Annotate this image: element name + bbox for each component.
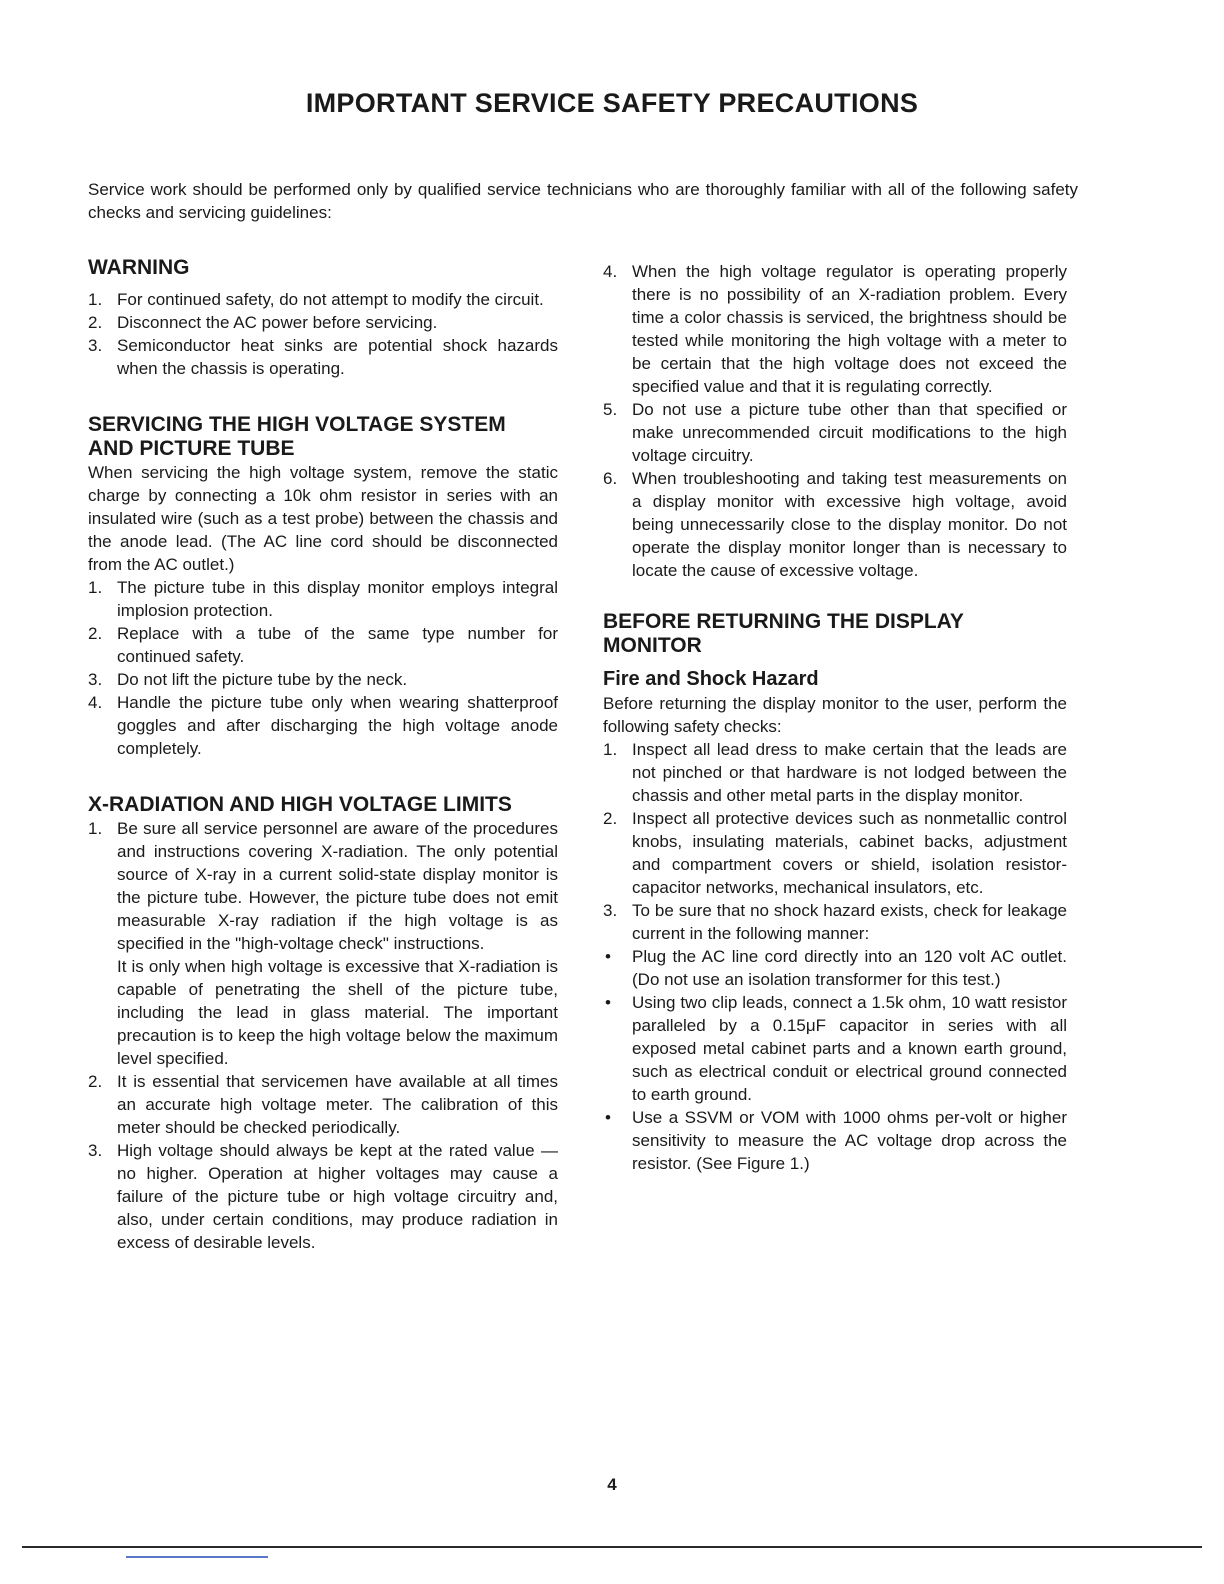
list-item: 2. It is essential that servicemen have available at all times an accurate high voltage meter. The calibration of this meter should be checked periodically. (88, 1072, 558, 1137)
bottom-accent-rule (126, 1556, 268, 1558)
list-item: 2. Replace with a tube of the same type number for continued safety. (88, 624, 558, 666)
list-item: 1. Be sure all service personnel are aware of the procedures and instructions covering X-radiation. The only potential source of X-ray in a current solid-state display monitor is the picture tube. However, the picture tube does not emit measurable X-ray radiation if the high voltage is as specified in the "high-voltage check" instructions. It is only when high voltage is excessive that X-radiation is capable of penetrating the shell of the picture tube, including the lead in glass material. The important precaution is to keep the high voltage below the maximum level specified. (88, 819, 558, 1068)
page-title: IMPORTANT SERVICE SAFETY PRECAUTIONS (305, 88, 919, 118)
list-item: • Use a SSVM or VOM with 1000 ohms per-volt or higher sensitivity to measure the AC voltage drop across the resistor. (See Figure 1.) (605, 1108, 1067, 1173)
intro-paragraph: Service work should be performed only by qualified service technicians who are thoroughly familiar with all of the following safety checks and servicing guidelines: (88, 180, 1078, 222)
left-column (88, 256, 558, 1254)
servicing-list (88, 576, 558, 760)
bullet-icon: • (605, 947, 611, 966)
list-item: 3. To be sure that no shock hazard exists, check for leakage current in the following manner: (603, 901, 1067, 943)
list-item: 2. Inspect all protective devices such as nonmetallic control knobs, insulating materials, cabinet backs, adjustment and compartment covers or shield, isolation resistor-capacitor networks, mechanical insulators, etc. (603, 809, 1067, 897)
warning-heading: WARNING (88, 256, 190, 279)
list-item: 4. Handle the picture tube only when wearing shatterproof goggles and after discharging the high voltage anode completely. (88, 693, 558, 758)
fire-shock-subheading: Fire and Shock Hazard (603, 668, 819, 690)
bottom-rule (22, 1546, 1202, 1548)
list-item: 1. The picture tube in this display monitor employs integral implosion protection. (88, 578, 558, 620)
list-item: • Plug the AC line cord directly into an 120 volt AC outlet. (Do not use an isolation transformer for this test.) (605, 947, 1067, 989)
list-item: 5. Do not use a picture tube other than that specified or make unrecommended circuit modifications to the high voltage circuitry. (603, 400, 1067, 465)
list-item: 2. Disconnect the AC power before servicing. (88, 313, 438, 332)
before-returning-heading: BEFORE RETURNING THE DISPLAY MONITOR (603, 610, 964, 657)
xradiation-heading: X-RADIATION AND HIGH VOLTAGE LIMITS (88, 793, 512, 816)
list-item: • Using two clip leads, connect a 1.5k ohm, 10 watt resistor paralleled by a 0.15μF capacitor in series with all exposed metal cabinet parts and a known earth ground, such as electrical conduit or electrical ground connected to earth ground. (605, 993, 1067, 1104)
list-item: 3. Do not lift the picture tube by the neck. (88, 670, 408, 689)
right-column (603, 260, 1067, 1175)
page-number: 4 (607, 1475, 617, 1494)
leakage-test-bullets (603, 945, 1067, 1175)
bullet-icon: • (605, 993, 611, 1012)
xradiation-list (88, 817, 558, 1254)
xradiation-list-continued (603, 260, 1067, 582)
servicing-heading: SERVICING THE HIGH VOLTAGE SYSTEM AND PICTURE TUBE (88, 413, 506, 460)
list-item: 4. When the high voltage regulator is operating properly there is no possibility of an X-radiation problem. Every time a color chassis is serviced, the brightness should be tested while monitoring the high voltage with a meter to be certain that the high voltage does not exceed the specified value and that it is regulating correctly. (603, 262, 1067, 396)
list-item: 1. Inspect all lead dress to make certain that the leads are not pinched or that hardware is not lodged between the chassis and other metal parts in the display monitor. (603, 740, 1067, 805)
servicing-intro: When servicing the high voltage system, remove the static charge by connecting a 10k ohm resistor in series with an insulated wire (such as a test probe) between the chassis and the anode lead. (The AC line cord should be disconnected from the AC outlet.) (88, 463, 558, 574)
warning-list (88, 288, 558, 380)
list-item: 3. High voltage should always be kept at the rated value — no higher. Operation at higher voltages may cause a failure of the picture tube or high voltage circuitry and, also, under certain conditions, may produce radiation in excess of desirable levels. (88, 1141, 558, 1252)
list-item: 6. When troubleshooting and taking test measurements on a display monitor with excessive high voltage, avoid being unnecessarily close to the display monitor. Do not operate the display monitor longer than is necessary to locate the cause of excessive voltage. (603, 469, 1067, 580)
before-returning-intro: Before returning the display monitor to the user, perform the following safety checks: (603, 694, 1067, 736)
list-item: 3. Semiconductor heat sinks are potential shock hazards when the chassis is operating. (88, 336, 558, 378)
list-item: 1. For continued safety, do not attempt to modify the circuit. (88, 290, 544, 309)
safety-checks-list (603, 738, 1067, 945)
bullet-icon: • (605, 1108, 611, 1127)
